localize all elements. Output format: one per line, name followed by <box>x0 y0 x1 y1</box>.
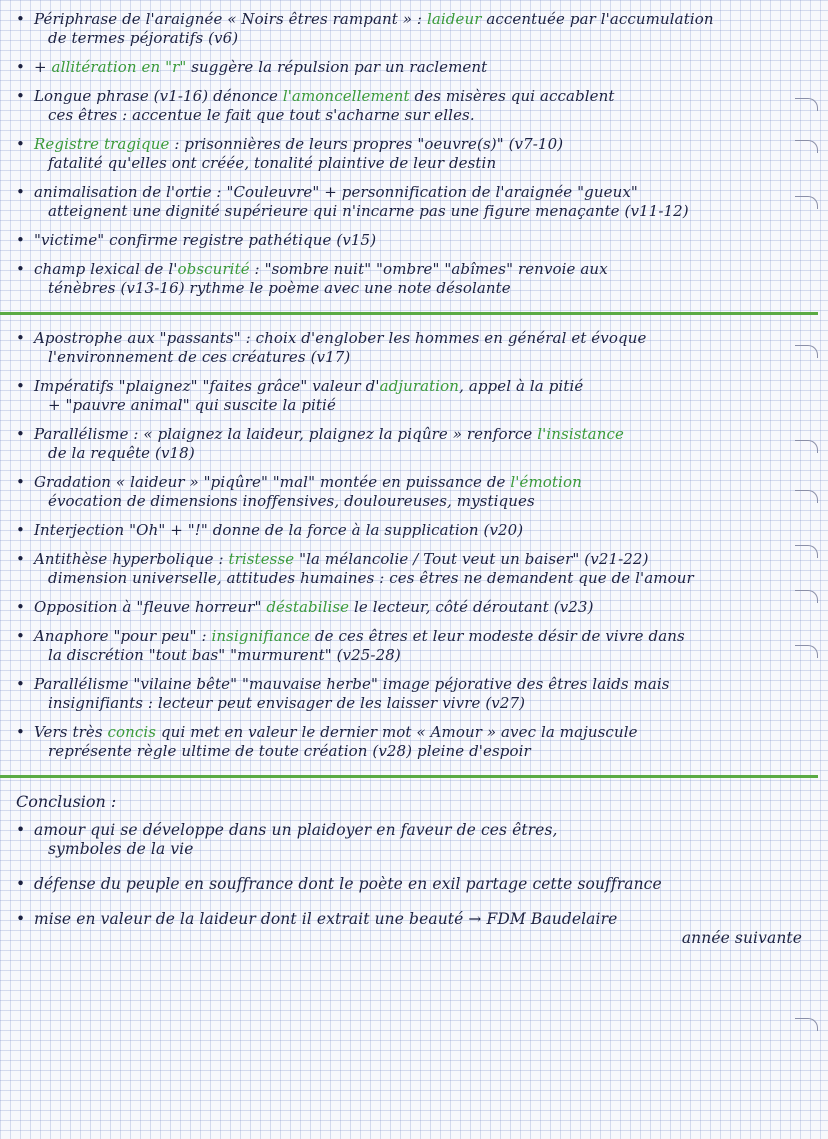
note-text: Gradation « laideur » "piqûre" "mal" montée en puissance de <box>34 473 511 491</box>
note-item <box>12 260 802 298</box>
note-item <box>12 521 802 540</box>
note-item <box>12 10 802 48</box>
margin-arrow-icon <box>795 196 818 209</box>
note-item <box>12 723 802 761</box>
note-item <box>12 183 802 221</box>
note-text: Périphrase de l'araignée « Noirs êtres rampant » : <box>34 10 427 28</box>
highlight-term: tristesse <box>228 550 295 568</box>
margin-arrow-icon <box>795 440 818 453</box>
margin-arrow-icon <box>795 140 818 153</box>
note-line <box>34 675 802 694</box>
note-continuation: représente règle ultime de toute création (v28) pleine d'espoir <box>48 742 531 760</box>
note-continuation: de la requête (v18) <box>48 444 195 462</box>
highlight-term: allitération en "r" <box>51 58 187 76</box>
note-text: • défense du peuple en souffrance dont le poète en exil partage cette souffrance <box>34 875 662 893</box>
notes-sheet <box>12 10 802 964</box>
note-text: Longue phrase (v1-16) dénonce <box>34 87 283 105</box>
note-continuation: symboles de la vie <box>48 840 194 858</box>
note-continuation: ces êtres : accentue le fait que tout s'acharne sur elles. <box>48 106 475 124</box>
note-line <box>34 10 802 29</box>
highlight-term: obscurité <box>177 260 250 278</box>
margin-marks <box>782 0 822 1139</box>
note-line <box>34 377 802 396</box>
highlight-term: laideur <box>426 10 482 28</box>
note-line <box>34 521 802 540</box>
margin-arrow-icon <box>795 490 818 503</box>
note-item <box>12 87 802 125</box>
note-text: de ces êtres et leur modeste désir de vivre dans <box>310 627 685 645</box>
note-line <box>34 723 802 742</box>
highlight-term: l'émotion <box>510 473 582 491</box>
note-line <box>34 135 802 154</box>
note-continuation: atteignent une dignité supérieure qui n'incarne pas une figure menaçante (v11-12) <box>48 202 689 220</box>
note-text: le lecteur, côté déroutant (v23) <box>349 598 594 616</box>
note-item <box>12 58 802 77</box>
note-continuation: année suivante <box>681 929 802 947</box>
conclusion-item <box>12 910 802 948</box>
note-line <box>34 87 802 106</box>
note-line <box>34 473 802 492</box>
note-item <box>12 231 802 250</box>
note-continuation: ténèbres (v13-16) rythme le poème avec une note désolante <box>48 279 511 297</box>
margin-arrow-icon <box>795 645 818 658</box>
highlight-term: insignifiance <box>211 627 311 645</box>
margin-arrow-icon <box>795 345 818 358</box>
note-item <box>12 550 802 588</box>
note-text: , appel à la pitié <box>459 377 584 395</box>
note-line <box>34 231 802 250</box>
note-text: Antithèse hyperbolique : <box>34 550 229 568</box>
note-item <box>12 135 802 173</box>
highlight-term: l'amoncellement <box>282 87 410 105</box>
note-text: Interjection "Oh" + "!" donne de la force à la supplication (v20) <box>34 521 524 539</box>
note-item <box>12 598 802 617</box>
note-item <box>12 329 802 367</box>
note-text: Vers très <box>34 723 108 741</box>
note-item <box>12 377 802 415</box>
note-line <box>34 627 802 646</box>
note-line <box>34 260 802 279</box>
note-text: "victime" confirme registre pathétique (v15) <box>34 231 377 249</box>
highlight-term: concis <box>107 723 157 741</box>
note-text: • amour qui se développe dans un plaidoyer en faveur de ces êtres, <box>34 821 558 839</box>
note-line <box>34 425 802 444</box>
note-text: des misères qui accablent <box>409 87 615 105</box>
conclusion-list <box>12 821 802 948</box>
note-item <box>12 675 802 713</box>
section-divider-2 <box>0 775 818 778</box>
note-line <box>34 58 802 77</box>
note-text: : prisonnières de leurs propres "oeuvre(s)" (v7-10) <box>169 135 564 153</box>
note-item <box>12 473 802 511</box>
highlight-term: l'insistance <box>537 425 624 443</box>
note-continuation: dimension universelle, attitudes humaines : ces êtres ne demandent que de l'amour <box>48 569 694 587</box>
note-text: : "sombre nuit" "ombre" "abîmes" renvoie aux <box>249 260 608 278</box>
note-continuation: de termes péjoratifs (v6) <box>48 29 239 47</box>
note-line <box>34 329 802 348</box>
note-continuation: l'environnement de ces créatures (v17) <box>48 348 351 366</box>
section-divider-1 <box>0 312 818 315</box>
margin-arrow-icon <box>795 98 818 111</box>
note-text: "la mélancolie / Tout veut un baiser" (v21-22) <box>294 550 649 568</box>
note-text: accentuée par l'accumulation <box>481 10 714 28</box>
note-line <box>34 598 802 617</box>
note-continuation: fatalité qu'elles ont créée, tonalité plaintive de leur destin <box>48 154 497 172</box>
section-analysis-part1 <box>12 10 802 298</box>
note-text: Opposition à "fleuve horreur" <box>34 598 267 616</box>
note-text: suggère la répulsion par un raclement <box>186 58 488 76</box>
note-item <box>12 627 802 665</box>
note-continuation: la discrétion "tout bas" "murmurent" (v25-28) <box>48 646 401 664</box>
note-text: qui met en valeur le dernier mot « Amour » avec la majuscule <box>156 723 638 741</box>
note-text: champ lexical de l' <box>34 260 178 278</box>
margin-arrow-icon <box>795 545 818 558</box>
highlight-term: déstabilise <box>266 598 350 616</box>
note-text: Apostrophe aux "passants" : choix d'englober les hommes en général et évoque <box>34 329 647 347</box>
conclusion-item <box>12 821 802 859</box>
note-item <box>12 425 802 463</box>
note-line <box>34 183 802 202</box>
conclusion-item <box>12 875 802 894</box>
section-analysis-part2 <box>12 329 802 761</box>
note-text: + <box>34 58 52 76</box>
margin-arrow-icon <box>795 1018 818 1031</box>
note-text: Parallélisme "vilaine bête" "mauvaise herbe" image péjorative des êtres laids mais <box>34 675 670 693</box>
conclusion-section <box>12 792 802 948</box>
conclusion-title: Conclusion : <box>16 792 117 811</box>
highlight-term: Registre tragique <box>34 135 170 153</box>
note-line <box>34 550 802 569</box>
note-text: • mise en valeur de la laideur dont il extrait une beauté → FDM Baudelaire <box>34 910 618 928</box>
note-continuation: + "pauvre animal" qui suscite la pitié <box>48 396 336 414</box>
margin-arrow-icon <box>795 590 818 603</box>
note-text: Parallélisme : « plaignez la laideur, plaignez la piqûre » renforce <box>34 425 538 443</box>
note-continuation: insignifiants : lecteur peut envisager de les laisser vivre (v27) <box>48 694 526 712</box>
note-text: animalisation de l'ortie : "Couleuvre" + personnification de l'araignée "gueux" <box>34 183 638 201</box>
note-text: Anaphore "pour peu" : <box>34 627 212 645</box>
highlight-term: adjuration <box>379 377 460 395</box>
note-text: Impératifs "plaignez" "faites grâce" valeur d' <box>34 377 380 395</box>
note-continuation: évocation de dimensions inoffensives, douloureuses, mystiques <box>48 492 535 510</box>
